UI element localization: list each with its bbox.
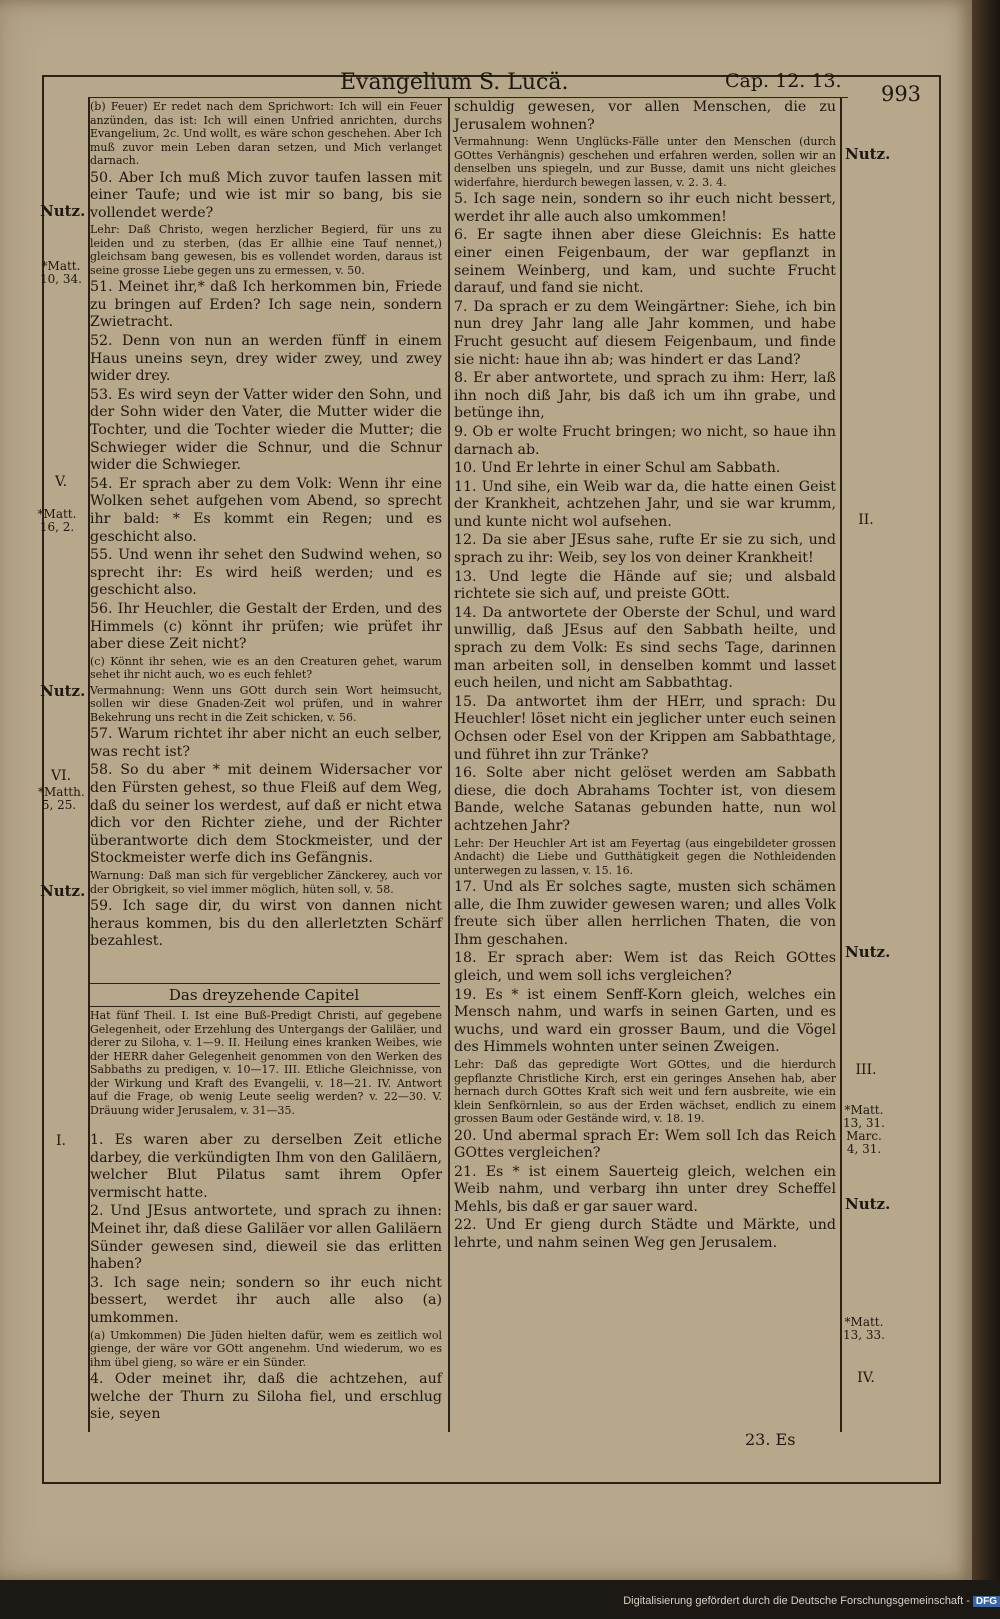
verse-paragraph: 3. Ich sage nein; sondern so ihr euch nicht bessert, werdet ihr auch alle also (a) umkommen. bbox=[90, 1274, 442, 1326]
margin-reference: *Matt. 13, 31. Marc. 4, 31. bbox=[843, 1103, 885, 1156]
margin-section-marker: VI. bbox=[50, 768, 72, 784]
verse-paragraph: 1. Es waren aber zu derselben Zeit etliche darbey, die verkündigten Ihm von den Galiläern, welcher Blut Pilatus samt ihrem Opfer vermischt hatte. bbox=[90, 1132, 442, 1201]
verse-paragraph: 8. Er aber antwortete, und sprach zu ihm: Herr, laß ihn noch diß Jahr, bis daß ich um ihn grabe, und betünge ihn, bbox=[454, 370, 836, 422]
right-margin-rule bbox=[840, 97, 842, 1432]
verse-paragraph: 55. Und wenn ihr sehet den Sudwind wehen, so sprecht ihr: Es wird heiß werden; und es geschicht also. bbox=[90, 547, 442, 599]
margin-section-marker: IV. bbox=[857, 1370, 875, 1386]
verse-paragraph: 50. Aber Ich muß Mich zuvor taufen lassen mit einer Taufe; und wie ist mir so bang, bis sie vollendet werde? bbox=[90, 169, 442, 221]
chapter-summary: Hat fünf Theil. I. Ist eine Buß-Predigt Christi, auf gegebene Gelegenheit, oder Erzehlung des Untergangs der Galiläer, und derer zu Siloha, v. 1—9. II. Heilung eines kranken Weibes, wie der HERR daher Gelegenheit genommen von den Werken des Sabbaths zu predigen, v. 10—17. III. Etliche Gleichnisse, von der Wirkung und Kraft des Evangelii, v. 18—21. IV. Antwort auf die Frage, ob wenig Leute seelig werden? v. 22—30. V. Dräuung wider Jerusalem, v. 31—35. bbox=[90, 1009, 442, 1117]
chapter-heading: Das dreyzehende Capitel bbox=[88, 983, 440, 1007]
column-divider bbox=[448, 97, 450, 1432]
verse-paragraph: 52. Denn von nun an werden fünff in einem Haus uneins seyn, drey wider zwey, und zwey wider drey. bbox=[90, 333, 442, 385]
digitization-footer bbox=[560, 1595, 1000, 1607]
verse-paragraph: 6. Er sagte ihnen aber diese Gleichnis: Es hatte einer einen Feigenbaum, der war gepflanzt in seinem Weinberg, und kam, und suchte Frucht darauf, und fand sie nicht. bbox=[454, 227, 836, 297]
page-number: 993 bbox=[880, 82, 922, 106]
margin-section-marker: II. bbox=[858, 512, 874, 528]
verse-paragraph: 7. Da sprach er zu dem Weingärtner: Siehe, ich bin nun drey Jahr lang alle Jahr kommen, und habe Frucht gesucht auf diesem Feigenbaum, und finde sie nicht: haue ihn ab; was hindert er das Land? bbox=[454, 298, 836, 368]
book-spine bbox=[972, 0, 1000, 1580]
note-paragraph: Lehr: Daß das gepredigte Wort GOttes, und die hierdurch gepflanzte Christliche Kirch, erst ein geringes Ansehen hab, aber hernach durch GOttes Kraft sich weit und fern ausbreite, wie ein klein Senfkörnlein, so aus der Erden wächset, endlich zu einem grossen Baum oder Gestände wird, v. 18. 19. bbox=[454, 1058, 836, 1125]
verse-paragraph: 51. Meinet ihr,* daß Ich herkommen bin, Friede zu bringen auf Erden? Ich sage nein, sondern Zwietracht. bbox=[90, 279, 442, 331]
verse-paragraph: 14. Da antwortete der Oberste der Schul, und ward unwillig, daß JEsus auf den Sabbath heilte, und sprach zu dem Volk: Es sind sechs Tage, darinnen man arbeiten soll, in denselben kommt und lasset euch heilen, und nicht am Sabbathtag. bbox=[454, 604, 836, 692]
verse-paragraph: 17. Und als Er solches sagte, musten sich schämen alle, die Ihm zuwider gewesen waren; und alles Volk freute sich über allen herrlichen Thaten, die von Ihm geschahen. bbox=[454, 879, 836, 948]
verse-paragraph: 18. Er sprach aber: Wem ist das Reich GOttes gleich, und wem soll ichs vergleichen? bbox=[454, 950, 836, 985]
margin-section-marker: III. bbox=[855, 1062, 877, 1078]
verse-paragraph: 15. Da antwortet ihm der HErr, und sprach: Du Heuchler! löset nicht ein jeglicher unter euch seinen Ochsen oder Esel von der Krippen am Sabbathtage, und führet ihn zur Tränke? bbox=[454, 693, 836, 763]
margin-reference: *Matt. 16, 2. bbox=[37, 507, 77, 534]
margin-note-nutz: Nutz. bbox=[40, 202, 86, 220]
margin-reference: *Matth. 5, 25. bbox=[38, 785, 85, 812]
right-column bbox=[454, 99, 836, 1254]
margin-note-nutz: Nutz. bbox=[40, 882, 86, 900]
catchword: 23. Es bbox=[745, 1430, 796, 1449]
verse-paragraph: 5. Ich sage nein, sondern so ihr euch nicht bessert, werdet ihr alle auch also umkommen! bbox=[454, 191, 836, 225]
note-paragraph: Vermahnung: Wenn uns GOtt durch sein Wort heimsucht, sollen wir diese Gnaden-Zeit wol prüfen, und in wahrer Bekehrung uns recht in die Zeit schicken, v. 56. bbox=[90, 683, 442, 724]
note-paragraph: (c) Könnt ihr sehen, wie es an den Creaturen gehet, warum sehet ihr nicht auch, wo es euch fehlet? bbox=[90, 654, 442, 682]
margin-note-nutz: Nutz. bbox=[40, 682, 86, 700]
verse-paragraph: 56. Ihr Heuchler, die Gestalt der Erden, und des Himmels (c) könnt ihr prüfen; wie prüfet ihr aber diese Zeit nicht? bbox=[90, 600, 442, 653]
note-paragraph: (a) Umkommen) Die Jüden hielten dafür, wem es zeitlich wol gienge, der wäre vor GOtt angenehm. Und wiederum, wo es ihm übel gieng, so wäre er ein Sünder. bbox=[90, 1328, 442, 1369]
verse-paragraph: 57. Warum richtet ihr aber nicht an euch selber, was recht ist? bbox=[90, 726, 442, 760]
left-column-continued bbox=[90, 1132, 442, 1425]
verse-paragraph: 21. Es * ist einem Sauerteig gleich, welchen ein Weib nahm, und verbarg ihn unter drey Scheffel Mehls, bis daß er gar sauer ward. bbox=[454, 1163, 836, 1215]
dfg-logo: DFG bbox=[973, 1596, 1000, 1607]
chapter-reference: Cap. 12. 13. bbox=[725, 70, 842, 92]
verse-paragraph: 53. Es wird seyn der Vatter wider den Sohn, und der Sohn wider den Vater, die Mutter wider die Tochter, und die Tochter wieder die Mutter; die Schwieger wider die Schnur, und die Schnur wider die Schwieger. bbox=[90, 386, 442, 474]
verse-paragraph: 59. Ich sage dir, du wirst von dannen nicht heraus kommen, bis du den allerletzten Schärf bezahlest. bbox=[90, 898, 442, 950]
note-paragraph: (b) Feuer) Er redet nach dem Sprichwort: Ich will ein Feuer anzünden, das ist: Ich will einen Unfried anrichten, durchs Evangelium, 2c. Und wollt, es wäre schon geschehen. Aber Ich muß zuvor mein Leben daran setzen, und Mich verlanget darnach. bbox=[90, 100, 442, 167]
margin-note-nutz: Nutz. bbox=[845, 145, 891, 163]
verse-paragraph: 13. Und legte die Hände auf sie; und alsbald richtete sie sich auf, und preiste GOtt. bbox=[454, 568, 836, 603]
verse-paragraph: 9. Ob er wolte Frucht bringen; wo nicht, so haue ihn darnach ab. bbox=[454, 423, 836, 458]
verse-paragraph: 12. Da sie aber JEsus sahe, rufte Er sie zu sich, und sprach zu ihr: Weib, sey los von deiner Krankheit! bbox=[454, 532, 836, 567]
verse-paragraph: 54. Er sprach aber zu dem Volk: Wenn ihr eine Wolken sehet aufgehen vom Abend, so sprecht ihr bald: * Es kommt ein Regen; und es geschicht also. bbox=[90, 475, 442, 545]
left-column bbox=[90, 99, 442, 952]
margin-note-nutz: Nutz. bbox=[845, 1195, 891, 1213]
note-paragraph: Vermahnung: Wenn Unglücks-Fälle unter den Menschen (durch GOttes Verhängnis) geschehen und erfahren werden, sollen wir an denselben uns spiegeln, und zur Busse, damit uns nicht gleiches widerfahre, hierdurch bewegen lassen, v. 2. 3. 4. bbox=[454, 135, 836, 189]
verse-paragraph: 58. So du aber * mit deinem Widersacher vor den Fürsten gehest, so thue Fleiß auf dem Weg, daß du seiner los werdest, auf daß er nicht etwa dich vor den Richter ziehe, und der Richter überantworte dich dem Stockmeister, und der Stockmeister werfe dich ins Gefängnis. bbox=[90, 762, 442, 867]
verse-paragraph: 10. Und Er lehrte in einer Schul am Sabbath. bbox=[454, 460, 781, 477]
margin-reference: *Matt. 13, 33. bbox=[843, 1315, 885, 1342]
note-paragraph: Warnung: Daß man sich für vergeblicher Zänckerey, auch vor der Obrigkeit, so viel immer möglich, hüten soll, v. 58. bbox=[90, 869, 442, 896]
footer-text: Digitalisierung gefördert durch die Deutsche Forschungsgemeinschaft - bbox=[623, 1595, 970, 1607]
verse-paragraph: 16. Solte aber nicht gelöset werden am Sabbath diese, die doch Abrahams Tochter ist, von diesem Bande, welche Satanas gebunden hatte, nun wol achtzehen Jahr? bbox=[454, 765, 836, 834]
verse-paragraph: 19. Es * ist einem Senff-Korn gleich, welches ein Mensch nahm, und warfs in seinen Garten, und es wuchs, und ward ein grosser Baum, und die Vögel des Himmels wohnten unter seinen Zweigen. bbox=[454, 986, 836, 1056]
verse-paragraph: 20. Und abermal sprach Er: Wem soll Ich das Reich GOttes vergleichen? bbox=[454, 1127, 836, 1162]
running-title: Evangelium S. Lucä. bbox=[340, 70, 569, 95]
margin-note-nutz: Nutz. bbox=[845, 943, 891, 961]
verse-paragraph: schuldig gewesen, vor allen Menschen, die zu Jerusalem wohnen? bbox=[454, 99, 836, 133]
note-paragraph: Lehr: Daß Christo, wegen herzlicher Begierd, für uns zu leiden und zu sterben, (das Er allhie eine Tauf nennet,) gleichsam bang gewesen, bis es vollendet worden, daraus ist seine grosse Liebe gegen uns zu ermessen, v. 50. bbox=[90, 223, 442, 277]
margin-reference: *Matt. 10, 34. bbox=[40, 259, 82, 286]
verse-paragraph: 22. Und Er gieng durch Städte und Märkte, und lehrte, und nahm seinen Weg gen Jerusalem. bbox=[454, 1217, 836, 1252]
verse-paragraph: 2. Und JEsus antwortete, und sprach zu ihnen: Meinet ihr, daß diese Galiläer vor allen Galiläern Sünder gewesen sind, dieweil sie das erlitten haben? bbox=[90, 1203, 443, 1273]
note-paragraph: Lehr: Der Heuchler Art ist am Feyertag (aus eingebildeter grossen Andacht) die Liebe und Gutthätigkeit gegen die Nothleidenden unterwegen zu lassen, v. 15. 16. bbox=[454, 836, 836, 877]
verse-paragraph: 11. Und sihe, ein Weib war da, die hatte einen Geist der Krankheit, achtzehen Jahr, und sie war krumm, und kunte nicht wol aufsehen. bbox=[454, 478, 836, 530]
margin-section-marker: V. bbox=[54, 474, 68, 490]
verse-paragraph: 4. Oder meinet ihr, daß die achtzehen, auf welche der Thurn zu Siloha fiel, und erschlug sie, seyen bbox=[90, 1371, 442, 1423]
margin-section-marker: I. bbox=[56, 1133, 66, 1149]
